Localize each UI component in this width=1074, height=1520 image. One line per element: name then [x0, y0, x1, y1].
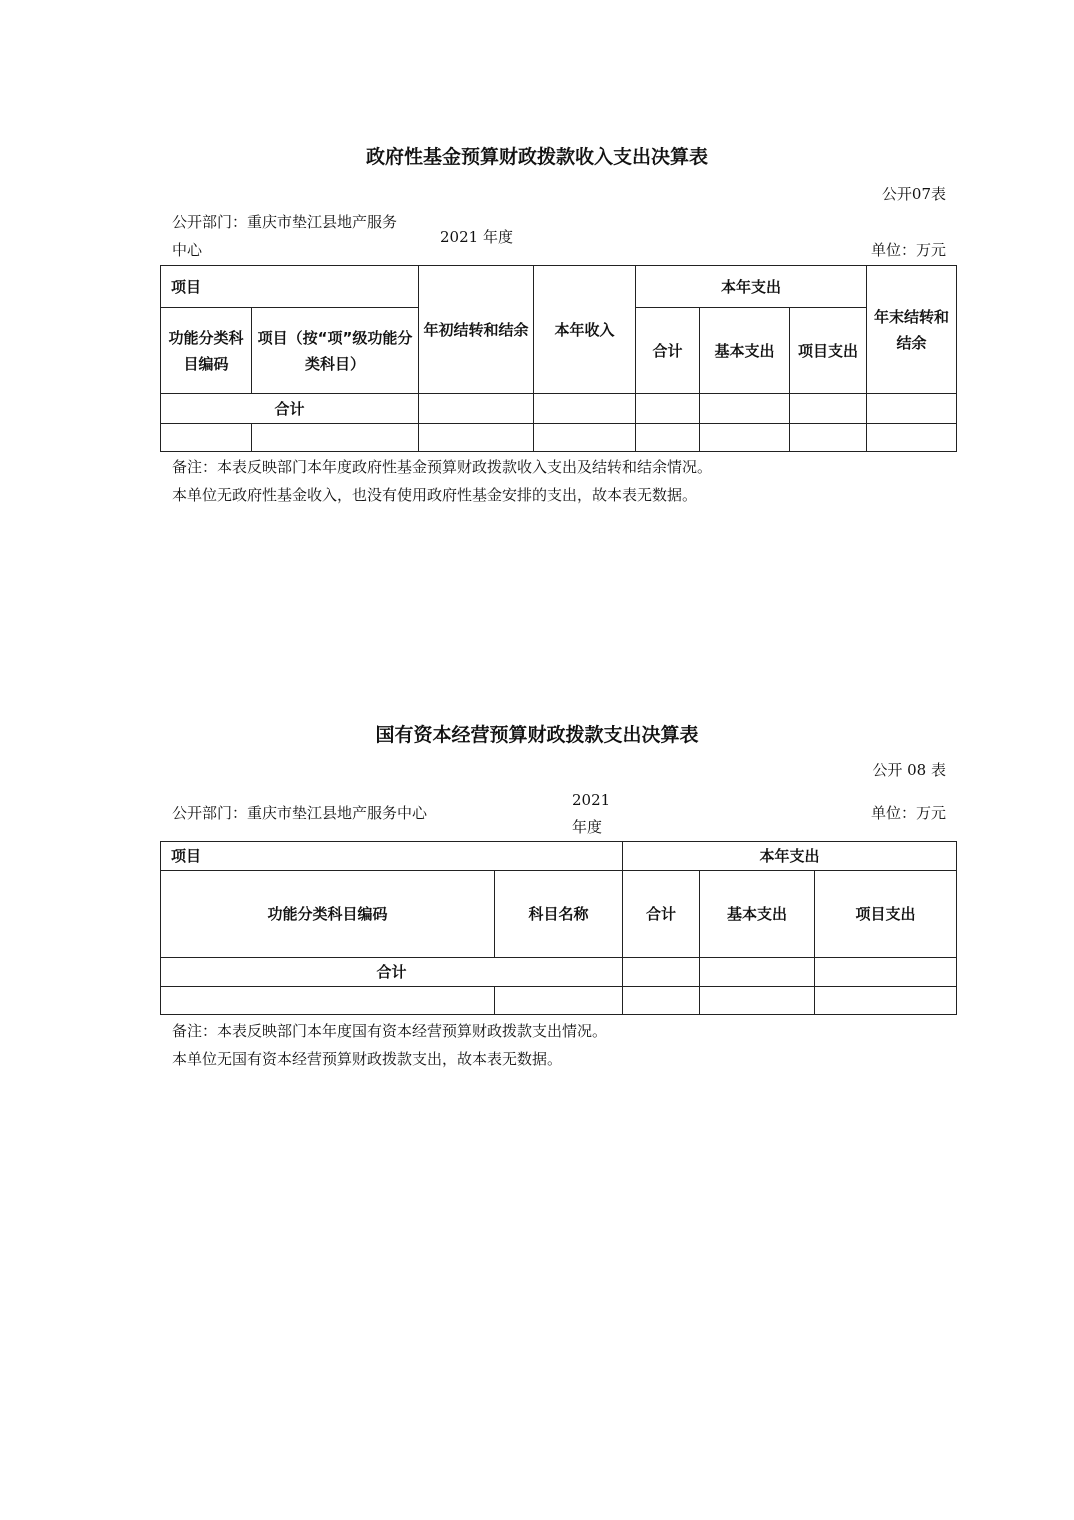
table07-header-item: 项目	[161, 266, 419, 308]
table07-total-expense	[636, 394, 700, 424]
table-row	[161, 424, 957, 452]
table07-year: 2021 年度	[440, 228, 513, 246]
table07-header-item-name: 项目（按“项”级功能分类科目）	[252, 308, 419, 394]
table07-total-label: 合计	[161, 394, 419, 424]
table07-code: 公开07表	[881, 185, 946, 203]
table07-grid	[160, 265, 957, 452]
table07-dept-line1: 公开部门：重庆市垫江县地产服务	[172, 213, 398, 231]
table08-header-project: 项目支出	[815, 871, 957, 958]
table07-total-begin	[419, 394, 534, 424]
table08-note2: 本单位无国有资本经营预算财政拨款支出，故本表无数据。	[172, 1050, 563, 1068]
table08-header-item: 项目	[161, 842, 623, 871]
table08-total-sum	[623, 958, 700, 987]
table07-header-project: 项目支出	[790, 308, 867, 394]
table08-title: 国有资本经营预算财政拨款支出决算表	[375, 724, 699, 746]
table08-grid	[160, 841, 957, 1015]
table08-header-func-code: 功能分类科目编码	[161, 871, 495, 958]
table07-title: 政府性基金预算财政拨款收入支出决算表	[365, 146, 708, 168]
table08-header-basic: 基本支出	[700, 871, 815, 958]
table08-year-line1: 2021	[572, 791, 611, 809]
table08-header-total: 合计	[623, 871, 700, 958]
table08-code: 公开 08 表	[872, 761, 946, 779]
table07-header-total: 合计	[636, 308, 700, 394]
table07-note2: 本单位无政府性基金收入，也没有使用政府性基金安排的支出，故本表无数据。	[172, 486, 698, 504]
table07-unit: 单位：万元	[870, 241, 946, 259]
table08-total-project	[815, 958, 957, 987]
table07-header-expense: 本年支出	[636, 266, 867, 308]
table08-note1: 备注：本表反映部门本年度国有资本经营预算财政拨款支出情况。	[172, 1022, 608, 1040]
table07-header-basic: 基本支出	[700, 308, 790, 394]
table07-total-end	[867, 394, 957, 424]
table08-dept: 公开部门：重庆市垫江县地产服务中心	[172, 804, 428, 822]
table08-year-line2: 年度	[572, 818, 603, 836]
table08-unit: 单位：万元	[870, 804, 946, 822]
table08-total-label: 合计	[161, 958, 623, 987]
table08-header-expense: 本年支出	[623, 842, 957, 871]
table07-header-end-balance: 年末结转和结余	[867, 266, 957, 394]
table07-header-func-code: 功能分类科目编码	[161, 308, 252, 394]
table07-total-basic	[700, 394, 790, 424]
table08-header-subject-name: 科目名称	[495, 871, 623, 958]
table07-total-income	[534, 394, 636, 424]
table08-total-basic	[700, 958, 815, 987]
table07-note1: 备注：本表反映部门本年度政府性基金预算财政拨款收入支出及结转和结余情况。	[172, 458, 713, 476]
table07-total-project	[790, 394, 867, 424]
table07-header-begin-balance: 年初结转和结余	[419, 266, 534, 394]
table-row	[161, 987, 957, 1015]
table07-header-income: 本年收入	[534, 266, 636, 394]
table07-dept-line2: 中心	[172, 241, 203, 259]
